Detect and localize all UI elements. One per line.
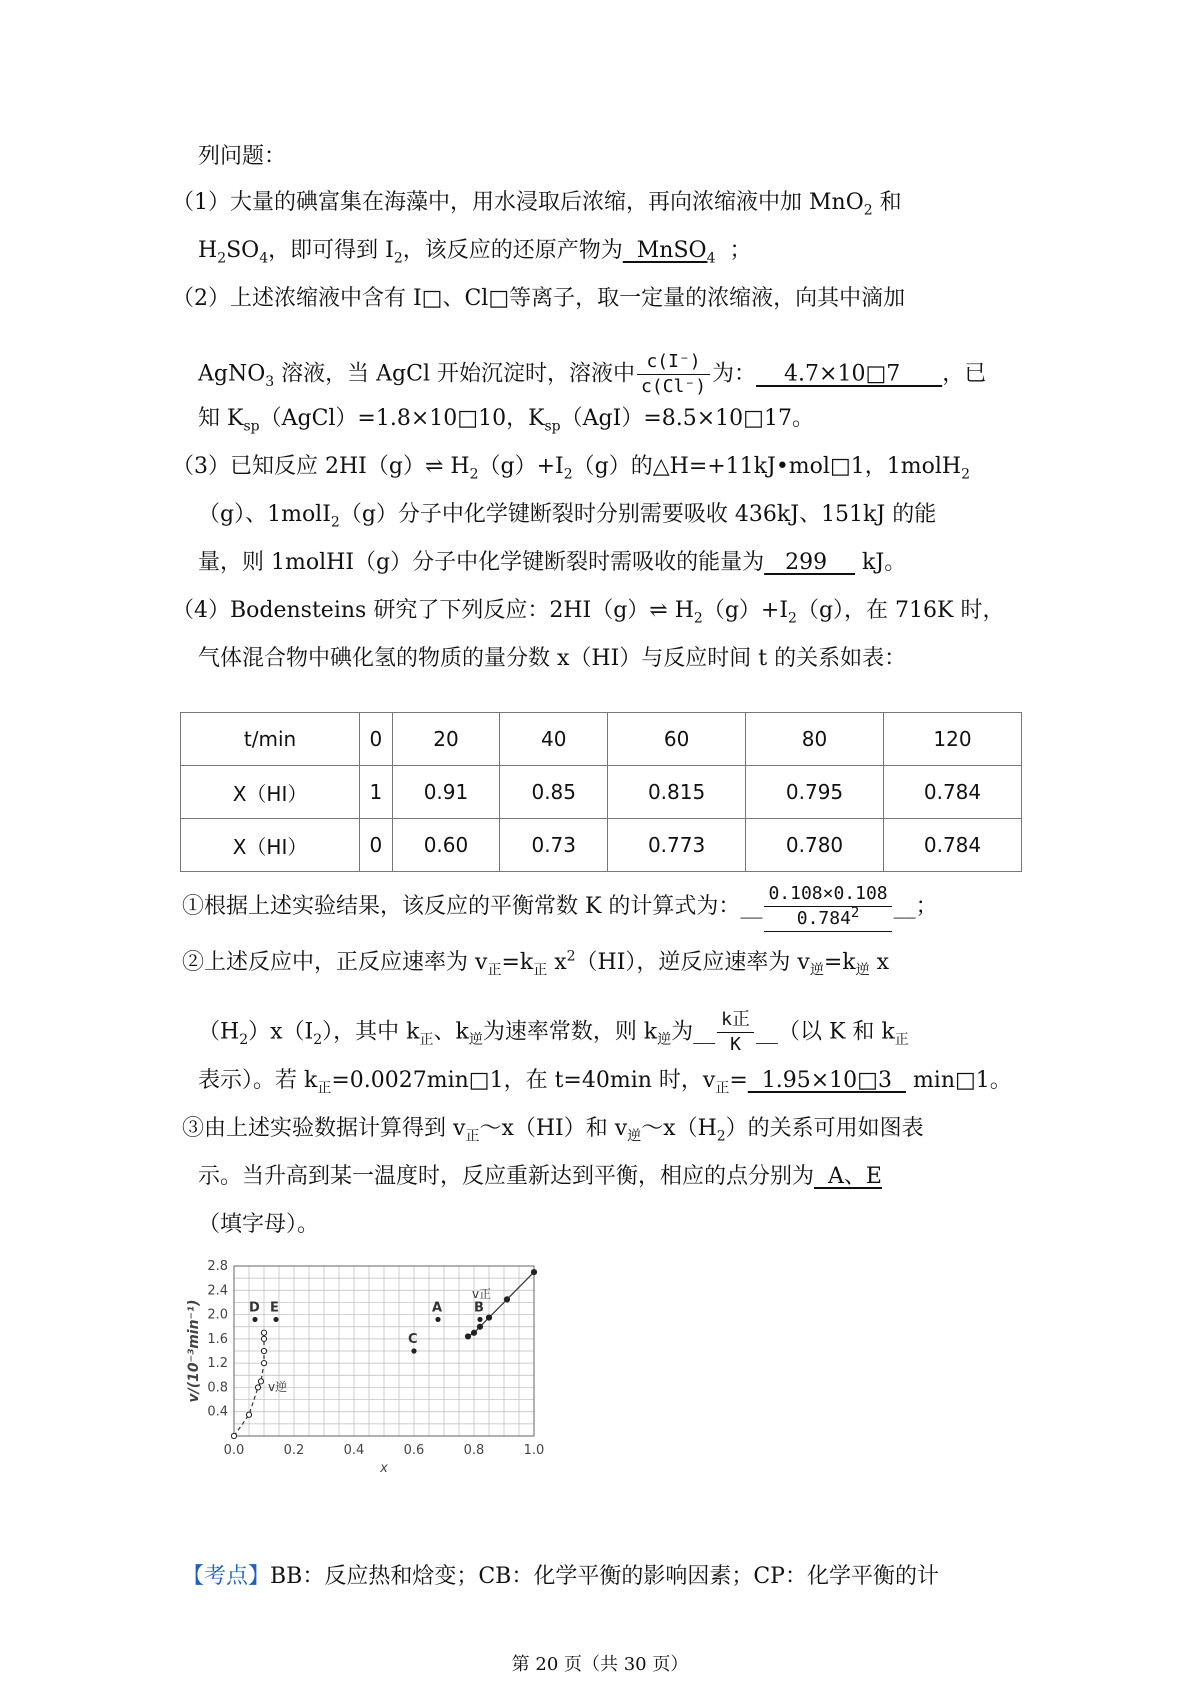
table-row [181,766,1022,819]
x-tick-label: 0.4 [343,1443,365,1458]
q2-ion-ratio-fraction: $\frac{c(I^-)}{c(Cl^-)}$ [637,350,710,399]
y-tick-label: 0.8 [207,1380,228,1396]
hi-fraction-table [180,712,1022,872]
data-point [531,1269,536,1274]
sub2-line3: 表示）。若 $k_正=0.0027\min□1$，在 t=40min 时，$v_正=$ 1.95×10□3 min□1。 [198,1068,1012,1097]
equilibrium-constant-fraction: $\frac{0.108\times 0.108}{0.784^2}$ [764,882,891,932]
q1-answer: MnSO$_4$ [622,238,716,267]
q3-answer: 299 [764,550,856,575]
sub3-answer: A、E [814,1164,882,1189]
intro-text: 列问题： [198,144,287,169]
table-cell: 0.73 [500,819,608,872]
point-label: B [474,1300,484,1316]
q3-line3: 量，则 1molHI（g）分子中化学键断裂时需吸收的能量为 299 kJ。 [198,550,907,575]
point-label: D [249,1300,260,1316]
table-cell: 0.815 [608,766,746,819]
table-cell: 20 [392,713,500,766]
q2-line1: （2）上述浓缩液中含有 I□、Cl□等离子，取一定量的浓缩液，向其中滴加 [172,286,906,311]
data-point [261,1336,266,1341]
sub3-line2: 示。当升高到某一温度时，反应重新达到平衡，相应的点分别为 A、E [198,1164,882,1189]
k-reverse-fraction: $\frac{\text{k正}}{K}$ [717,1008,754,1057]
table-cell: 0.784 [884,819,1022,872]
data-point [465,1334,470,1339]
data-point [261,1348,266,1353]
table-cell: X（HI） [181,766,360,819]
data-point [471,1330,476,1335]
point-label: A [432,1300,443,1316]
q3-line1: （3）已知反应 2HI（g）⇌ $H_2(g)+I_2(g)$的△H=+11kJ•mol□1，1molH$_2$ [172,454,970,483]
sub2-answer: 1.95×10□3 [747,1068,906,1093]
data-point [231,1433,236,1438]
table-cell: 0 [360,819,393,872]
q2-line2: AgNO$_3$ 溶液，当 AgCl 开始沉淀时，溶液中 $\frac{c(I^-)}{c(Cl^-)}$ 为： 4.7×10□7 ，已 [198,351,987,397]
x-tick-label: 1.0 [523,1443,545,1458]
table-cell: 0.85 [500,766,608,819]
y-tick-label: 0.4 [207,1404,228,1420]
kaodian-line: 【考点】BB：反应热和焓变；CB：化学平衡的影响因素；CP：化学平衡的计 [182,1564,939,1589]
data-point [504,1297,509,1302]
x-axis-label: x [380,1461,388,1476]
q4-line1: （4）Bodensteins 研究了下列反应：2HI（g）⇌ $H_2(g)+I_2(g)$，在 716K 时， [172,598,1005,627]
table-cell: 40 [500,713,608,766]
table-cell: 60 [608,713,746,766]
table-cell: 0 [360,713,393,766]
y-tick-label: 2.8 [207,1259,228,1274]
series-label: v正 [472,1287,492,1302]
x-tick-label: 0.8 [463,1443,485,1458]
table-cell: 0.60 [392,819,500,872]
labeled-point [477,1317,482,1322]
labeled-point [252,1317,257,1322]
data-point [477,1324,482,1329]
data-point [261,1361,266,1366]
series-label: v逆 [268,1379,288,1394]
table-cell: 0.784 [884,766,1022,819]
labeled-point [273,1317,278,1322]
q1-line1: （1）大量的碘富集在海藻中，用水浸取后浓缩，再向浓缩液中加 MnO$_2$ 和 [172,190,902,219]
table-cell: 0.780 [746,819,884,872]
sub2-line1: ②上述反应中，正反应速率为 $v_正=k_正$ $x^2(HI)$，逆反应速率为 $v_逆=k_逆$ x [182,948,890,979]
table-cell: 1 [360,766,393,819]
table-cell: 80 [746,713,884,766]
data-point [486,1315,491,1320]
q3-line2: （g）、1molI$_2$（g）分子中化学键断裂时分别需要吸收 436kJ、151kJ 的能 [198,502,937,531]
point-label: E [270,1300,279,1316]
data-point [246,1412,251,1417]
y-axis-label: v/(10⁻³min⁻¹) [186,1299,202,1403]
y-tick-label: 1.6 [207,1331,228,1347]
data-point [261,1330,266,1335]
data-point [255,1385,260,1390]
page-footer: 第 20 页（共 30 页） [511,1654,689,1675]
table-row [181,713,1022,766]
sub2-line2: $(H_2)x(I_2)$，其中 $k_正$、$k_逆$为速率常数，则 $k_逆$为__ $\frac{\text{k正}}{K}$ __（以 K 和 $k_正$ [198,1009,909,1055]
q2-answer: 4.7×10□7 [756,361,943,387]
table-cell: t/min [181,713,360,766]
q2-line3: 知 $K_{sp}(AgCl)=1.8\times 10□10$，$K_{sp}(AgI)=8.5\times 10□17$。 [198,406,814,435]
q4-line2: 气体混合物中碘化氢的物质的量分数 x（HI）与反应时间 t 的关系如表： [198,646,907,671]
labeled-point [411,1348,416,1353]
x-tick-label: 0.2 [283,1443,305,1458]
y-tick-label: 2.0 [207,1307,228,1323]
point-label: C [408,1332,418,1347]
table-cell: 0.795 [746,766,884,819]
kaodian-tag: 【考点】 [182,1564,271,1589]
data-point [258,1379,263,1384]
table-cell: 120 [884,713,1022,766]
sub1-line: ①根据上述实验结果，该反应的平衡常数 K 的计算式为：__ $\frac{0.108\times 0.108}{0.784^2}$ __； [182,882,938,932]
table-cell: 0.91 [392,766,500,819]
table-cell: X（HI） [181,819,360,872]
y-tick-label: 1.2 [207,1356,228,1372]
x-tick-label: 0.6 [403,1443,425,1458]
sub3-line3: （填字母）。 [198,1212,320,1237]
rate-vs-fraction-chart [182,1252,582,1492]
table-row [181,819,1022,872]
labeled-point [435,1317,440,1322]
q1-line2: $H_2SO_4$，即可得到 $I_2$，该反应的还原产物为 MnSO$_4$ ； [198,238,752,267]
x-tick-label: 0.0 [223,1443,245,1458]
y-tick-label: 2.4 [207,1283,228,1299]
table-cell: 0.773 [608,819,746,872]
sub3-line1: ③由上述实验数据计算得到 $v_正\sim x(HI)$和 $v_逆\sim x(H_2)$的关系可用如图表 [182,1116,924,1145]
